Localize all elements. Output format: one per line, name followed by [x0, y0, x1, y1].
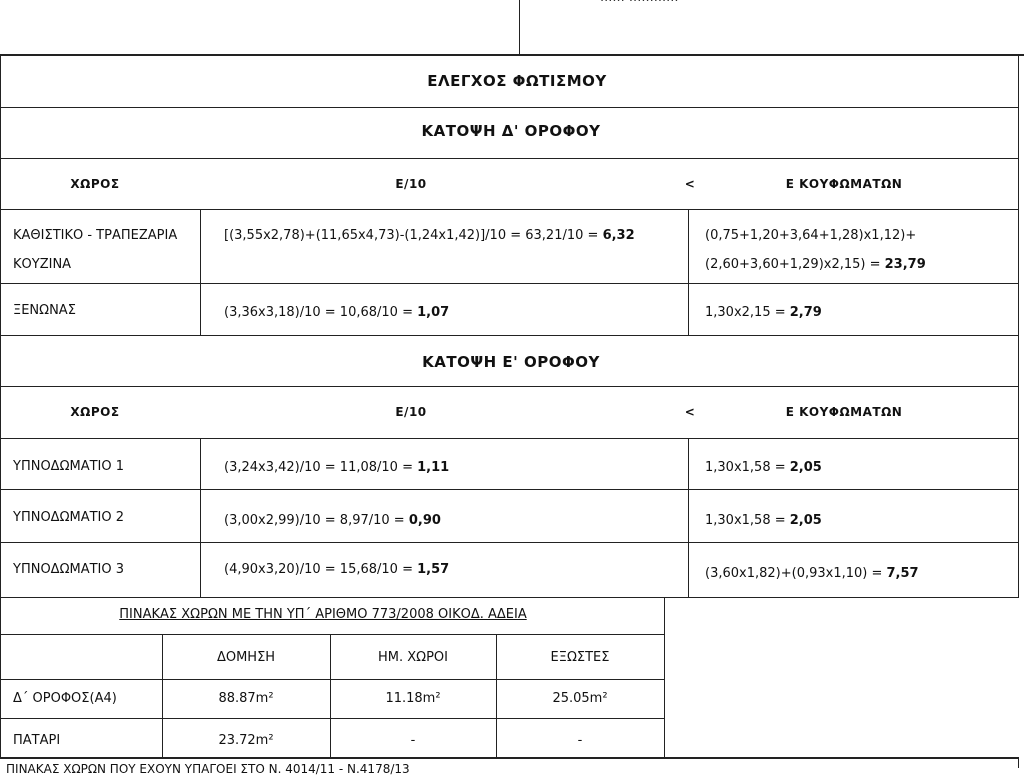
- table-row-calc: [(3,55x2,78)+(11,65x4,73)-(1,24x1,42)]/10 = 63,21/10 = 6,32: [224, 228, 635, 243]
- spaces-header-balconies: ΕΞΩΣΤΕΣ: [550, 650, 610, 665]
- spaces-row-label: ΠΑΤΑΡΙ: [13, 733, 61, 748]
- spaces-row-value: 11.18m²: [385, 691, 441, 706]
- row-line: [0, 634, 665, 635]
- row-line: [0, 335, 1019, 336]
- floor-e-col-openings: Ε ΚΟΥΦΩΜΑΤΩΝ: [785, 405, 903, 419]
- col-divider: [162, 634, 163, 758]
- col-divider: [200, 438, 201, 598]
- floor-e-col-lt: <: [684, 405, 696, 419]
- row-line: [0, 209, 1019, 210]
- floor-d-heading: ΚΑΤΟΨΗ Δ' ΟΡΟΦΟΥ: [421, 122, 601, 140]
- table-row-room: ΥΠΝΟΔΩΜΑΤΙΟ 2: [13, 510, 125, 525]
- spaces-row-label: Δ΄ ΟΡΟΦΟΣ(Α4): [13, 691, 117, 706]
- floor-d-col-e10: Ε/10: [395, 177, 427, 191]
- spaces-row-value: -: [577, 733, 583, 748]
- top-fragment-text: [600, 0, 679, 6]
- table-row-room: ΚΑΘΙΣΤΙΚΟ - ΤΡΑΠΕΖΑΡΙΑ: [13, 228, 178, 243]
- table-row-openings: 1,30x1,58 = 2,05: [705, 513, 822, 528]
- row-line: [0, 489, 1019, 490]
- table-row-room-line2: ΚΟΥΖΙΝΑ: [13, 257, 72, 272]
- bottom-table-title-fragment: ΠΙΝΑΚΑΣ ΧΩΡΩΝ ΠΟΥ ΕΧΟΥΝ ΥΠΑΓΟΕΙ ΣΤΟ Ν. 4014/11 - Ν.4178/13: [6, 762, 410, 776]
- table-row-calc: (4,90x3,20)/10 = 15,68/10 = 1,57: [224, 562, 450, 577]
- col-divider: [330, 634, 331, 758]
- row-line: [0, 107, 1019, 108]
- main-table-top-border: [0, 54, 1024, 56]
- row-line: [0, 718, 665, 719]
- row-line: [0, 542, 1019, 543]
- floor-d-col-openings: Ε ΚΟΥΦΩΜΑΤΩΝ: [785, 177, 903, 191]
- spaces-table-right-border: [664, 597, 665, 757]
- row-line: [0, 158, 1019, 159]
- spaces-table-left-border: [0, 597, 1, 757]
- bottom-table-top-border: [0, 757, 1019, 759]
- table-row-openings: 1,30x2,15 = 2,79: [705, 305, 822, 320]
- table-row-openings-line2: (2,60+3,60+1,29)x2,15) = 23,79: [705, 257, 926, 272]
- col-divider: [496, 634, 497, 758]
- table-row-room: ΥΠΝΟΔΩΜΑΤΙΟ 1: [13, 459, 125, 474]
- spaces-row-value: -: [410, 733, 416, 748]
- table-row-calc: (3,24x3,42)/10 = 11,08/10 = 1,11: [224, 460, 450, 475]
- table-row-openings-line1: (0,75+1,20+3,64+1,28)x1,12)+: [705, 228, 917, 243]
- table-row-calc: (3,00x2,99)/10 = 8,97/10 = 0,90: [224, 513, 441, 528]
- table-row-openings: (3,60x1,82)+(0,93x1,10) = 7,57: [705, 566, 919, 581]
- floor-e-col-e10: Ε/10: [395, 405, 427, 419]
- spaces-row-value: 23.72m²: [218, 733, 274, 748]
- floor-d-col-lt: <: [684, 177, 696, 191]
- col-divider: [688, 438, 689, 598]
- main-table-right-border: [1018, 54, 1019, 598]
- lighting-check-title: ΕΛΕΓΧΟΣ ΦΩΤΙΣΜΟΥ: [427, 72, 607, 90]
- floor-e-heading: ΚΑΤΟΨΗ Ε' ΟΡΟΦΟΥ: [422, 353, 600, 371]
- main-table-left-border: [0, 54, 1, 598]
- row-line: [0, 386, 1019, 387]
- floor-d-col-room: ΧΩΡΟΣ: [70, 177, 120, 191]
- table-row-openings: 1,30x1,58 = 2,05: [705, 460, 822, 475]
- floor-e-col-room: ΧΩΡΟΣ: [70, 405, 120, 419]
- row-line: [0, 438, 1019, 439]
- row-line: [0, 679, 665, 680]
- table-row-calc: (3,36x3,18)/10 = 10,68/10 = 1,07: [224, 305, 450, 320]
- row-line: [0, 283, 1019, 284]
- bottom-table-right-border: [1018, 757, 1019, 768]
- top-divider: [519, 0, 520, 54]
- row-line: [0, 597, 1019, 598]
- spaces-row-value: 25.05m²: [552, 691, 608, 706]
- col-divider: [200, 209, 201, 335]
- table-row-room: ΥΠΝΟΔΩΜΑΤΙΟ 3: [13, 562, 125, 577]
- spaces-row-value: 88.87m²: [218, 691, 274, 706]
- spaces-header-construction: ΔΟΜΗΣΗ: [216, 650, 276, 665]
- spaces-header-semi-open: ΗΜ. ΧΩΡΟΙ: [377, 650, 449, 665]
- spaces-table-title: ΠΙΝΑΚΑΣ ΧΩΡΩΝ ΜΕ ΤΗΝ ΥΠ΄ ΑΡΙΘΜΟ 773/2008 ΟΙΚΟΔ. ΑΔΕΙΑ: [119, 607, 527, 622]
- table-row-room: ΞΕΝΩΝΑΣ: [13, 303, 76, 318]
- col-divider: [688, 209, 689, 335]
